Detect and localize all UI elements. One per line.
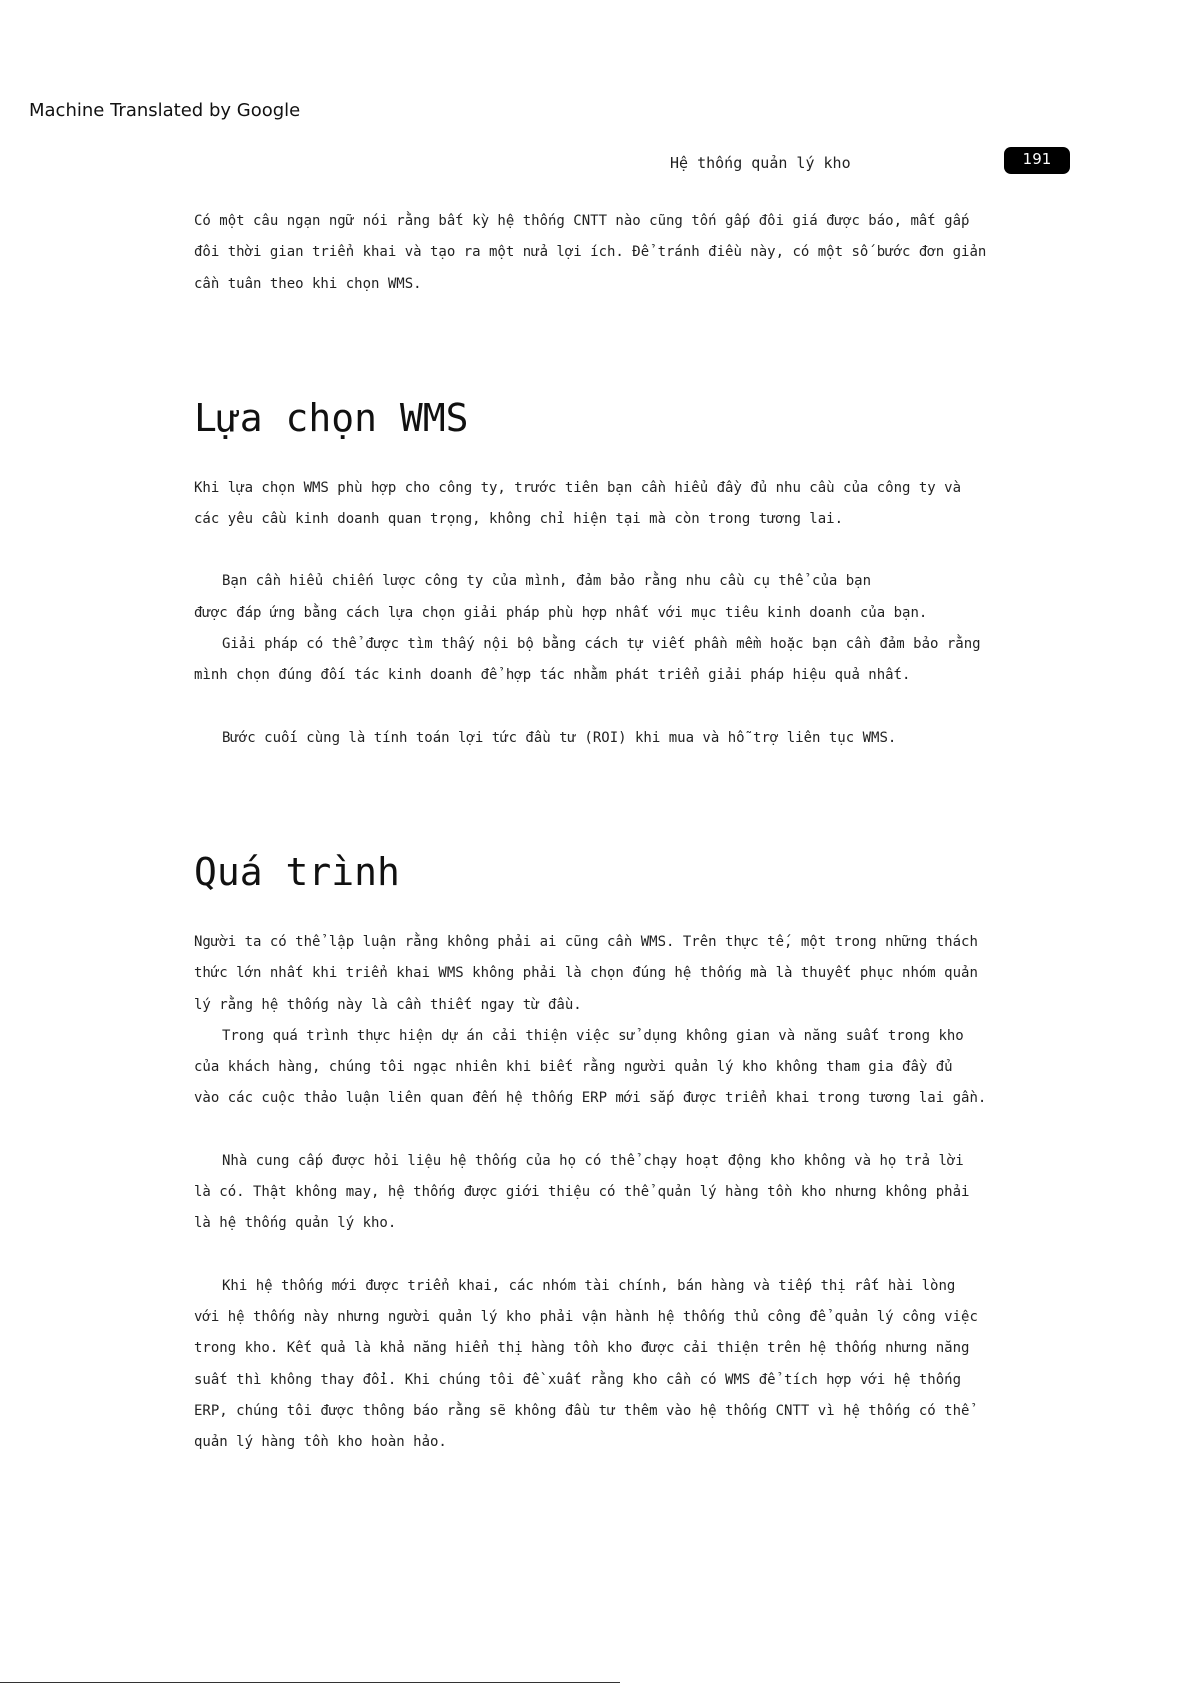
running-header: Hệ thống quản lý kho [670, 154, 851, 172]
paragraph: Trong quá trình thực hiện dự án cải thiện việc sử dụng không gian và năng suất trong kho của khách hàng, chúng tôi ngạc nhiên khi biết rằng người quản lý kho không tham gia đầy đủ vào các cuộc thảo luận liên quan đến hệ thống ERP mới sắp được triển khai trong tương lai gần. [194, 1027, 987, 1107]
paragraph: Khi lựa chọn WMS phù hợp cho công ty, trước tiên bạn cần hiểu đầy đủ nhu cầu của công ty và các yêu cầu kinh doanh quan trọng, không chỉ hiện tại mà còn trong tương lai. [194, 479, 962, 528]
paragraph: Khi hệ thống mới được triển khai, các nhóm tài chính, bán hàng và tiếp thị rất hài lòng với hệ thống này nhưng người quản lý kho phải vận hành hệ thống thủ công để quản lý công việc trong kho. Kết quả là khả năng hiển thị hàng tồn kho được cải thiện trên hệ thống nhưng năng suất thì không thay đổi. Khi chúng tôi đề xuất rằng kho cần có WMS để tích hợp với hệ thống ERP, chúng tôi được thông báo rằng sẽ không đầu tư thêm vào hệ thống CNTT vì hệ thống có thể quản lý hàng tồn kho hoàn hảo. [194, 1277, 978, 1451]
paragraph: Nhà cung cấp được hỏi liệu hệ thống của họ có thể chạy hoạt động kho không và họ trả lời là có. Thật không may, hệ thống được giới thiệu có thể quản lý hàng tồn kho nhưng không phải là hệ thống quản lý kho. [194, 1152, 970, 1232]
page-number-badge: 191 [1004, 147, 1070, 174]
machine-translation-banner: Machine Translated by Google [29, 100, 301, 121]
section-heading-wms-selection: Lựa chọn WMS [194, 395, 469, 440]
page-content [194, 206, 994, 1458]
intro-paragraph: Có một câu ngạn ngữ nói rằng bất kỳ hệ thống CNTT nào cũng tốn gấp đôi giá được báo, mất gấp đôi thời gian triển khai và tạo ra một nửa lợi ích. Để tránh điều này, có một số bước đơn giản cần tuân theo khi chọn WMS. [194, 213, 987, 292]
paragraph: Giải pháp có thể được tìm thấy nội bộ bằng cách tự viết phần mềm hoặc bạn cần đảm bảo rằng mình chọn đúng đối tác kinh doanh để hợp tác nhằm phát triển giải pháp hiệu quả nhất. [194, 636, 981, 684]
paragraph: Bước cuối cùng là tính toán lợi tức đầu tư (ROI) khi mua và hỗ trợ liên tục WMS. [222, 729, 897, 746]
paragraph: Người ta có thể lập luận rằng không phải ai cũng cần WMS. Trên thực tế, một trong những thách thức lớn nhất khi triển khai WMS không phải là chọn đúng hệ thống mà là thuyết phục nhóm quản lý rằng hệ thống này là cần thiết ngay từ đầu. [194, 933, 978, 1013]
footer-rule [0, 1682, 620, 1683]
section-heading-process: Quá trình [194, 849, 400, 894]
paragraph: Bạn cần hiểu chiến lược công ty của mình, đảm bảo rằng nhu cầu cụ thể của bạn được đáp ứng bằng cách lựa chọn giải pháp phù hợp nhất với mục tiêu kinh doanh của bạn. [194, 573, 928, 621]
